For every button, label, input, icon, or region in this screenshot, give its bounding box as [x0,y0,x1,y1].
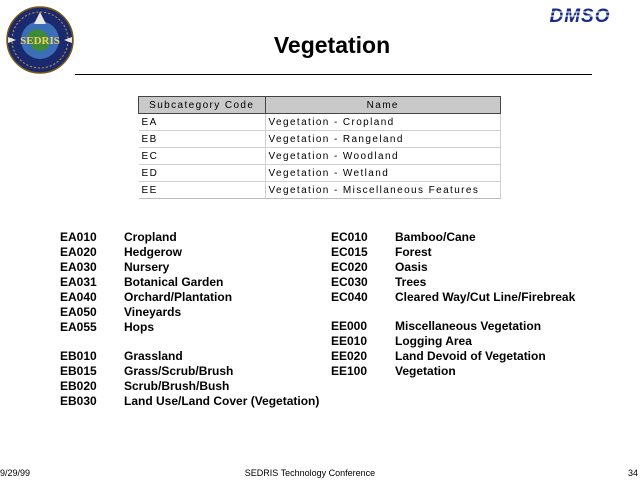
list-item [331,245,575,260]
feature-code: EA050 [60,305,97,319]
feature-code: EA030 [60,260,97,274]
table-cell-code: EA [139,114,266,131]
feature-name: Land Use/Land Cover (Vegetation) [124,394,320,408]
list-item [60,320,319,335]
group-spacer [331,305,575,319]
left-code-list [60,230,319,409]
feature-code: EE100 [331,364,368,378]
feature-code: EE000 [331,319,368,333]
feature-code: EC010 [331,230,368,244]
table-cell-name: Vegetation - Woodland [265,148,501,165]
dmso-logo [539,4,621,26]
list-item [60,290,319,305]
feature-code: EB010 [60,349,97,363]
table-cell-code: EB [139,131,266,148]
list-item [60,349,319,364]
feature-code: EC020 [331,260,368,274]
list-item [60,394,319,409]
list-item [331,319,575,334]
list-item [60,275,319,290]
feature-name: Bamboo/Cane [395,230,476,244]
list-item [331,334,575,349]
feature-name: Botanical Garden [124,275,224,289]
list-item [60,364,319,379]
table-cell-name: Vegetation - Miscellaneous Features [265,182,501,199]
feature-code: EA020 [60,245,97,259]
feature-name: Forest [395,245,432,259]
table-cell-name: Vegetation - Cropland [265,114,501,131]
feature-name: Vineyards [124,305,182,319]
feature-name: Cropland [124,230,177,244]
page-title: Vegetation [273,32,391,58]
list-item [331,230,575,245]
feature-code: EA010 [60,230,97,244]
feature-code: EC015 [331,245,368,259]
subcategory-table [138,96,501,199]
feature-code: EE010 [331,334,368,348]
table-row [139,165,501,182]
feature-code: EA031 [60,275,97,289]
right-code-list [331,230,575,379]
feature-name: Cleared Way/Cut Line/Firebreak [395,290,576,304]
title-divider [75,74,592,75]
list-item [331,275,575,290]
list-item [60,245,319,260]
footer-date: 9/29/99 [0,468,31,478]
feature-name: Land Devoid of Vegetation [395,349,546,363]
table-header-row [139,97,501,114]
list-item [331,364,575,379]
feature-name: Orchard/Plantation [124,290,233,304]
list-item [60,260,319,275]
feature-name: Grassland [124,349,183,363]
feature-code: EC040 [331,290,368,304]
feature-code: EB030 [60,394,97,408]
feature-name: Miscellaneous Vegetation [395,319,542,333]
table-row [139,182,501,199]
table-cell-code: ED [139,165,266,182]
feature-code: EC030 [331,275,368,289]
feature-code: EA055 [60,320,97,334]
feature-code: EB015 [60,364,97,378]
feature-code: EE020 [331,349,368,363]
feature-code: EB020 [60,379,97,393]
table-cell-name: Vegetation - Rangeland [265,131,501,148]
feature-name: Nursery [124,260,170,274]
list-item [60,305,319,320]
table-cell-name: Vegetation - Wetland [265,165,501,182]
feature-name: Scrub/Brush/Bush [124,379,230,393]
feature-name: Oasis [395,260,428,274]
column-header-code: Subcategory Code [139,97,266,114]
feature-name: Trees [395,275,427,289]
feature-name: Hedgerow [124,245,183,259]
footer-conference: SEDRIS Technology Conference [244,468,376,478]
list-item [331,290,575,305]
footer-page-number: 34 [628,468,639,478]
table-row [139,148,501,165]
group-spacer [60,335,319,349]
feature-name: Grass/Scrub/Brush [124,364,234,378]
dmso-logo-text: DMSO [549,6,611,26]
list-item [331,260,575,275]
column-header-name: Name [265,97,501,114]
sedris-logo-text: SEDRIS [20,35,60,47]
table-row [139,114,501,131]
feature-name: Hops [124,320,154,334]
list-item [60,379,319,394]
table-row [139,131,501,148]
list-item [60,230,319,245]
table-cell-code: EE [139,182,266,199]
feature-code: EA040 [60,290,97,304]
feature-name: Vegetation [395,364,456,378]
table-cell-code: EC [139,148,266,165]
list-item [331,349,575,364]
feature-name: Logging Area [395,334,472,348]
